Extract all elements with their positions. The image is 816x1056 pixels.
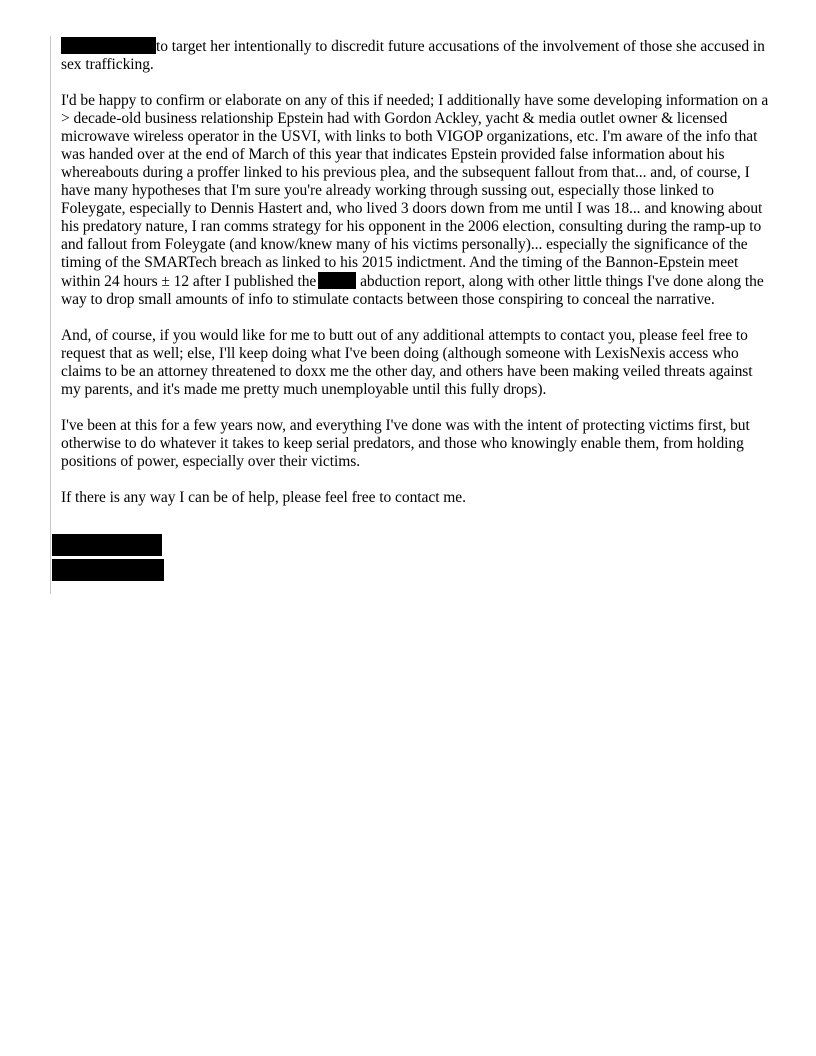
paragraph-2-text-a: I'd be happy to confirm or elaborate on any of this if needed; I additionally have some developing information on a > decade-old business relationship Epstein had with Gordon Ackley, yacht & media outlet owner & licensed microwave wireless operator in the USVI, with links to both VIGOP organizations, etc. I'm aware of the info that was handed over at the end of March of this year that indicates Epstein provided false information about his whereabouts during a proffer linked to his previous plea, and the subsequent fallout from that... and, of course, I have many hypotheses that I'm sure you're already working through sussing out, especially those linked to Foleygate, especially to Dennis Hastert and, who lived 3 doors down from me until I was 18... and knowing about his predatory nature, I ran comms strategy for his opponent in the 2006 election, consulting during the ramp-up to and fallout from Foleygate (and know/knew many of his victims personally)... especially the significance of the timing of the SMARTech breach as linked to his 2015 indictment. And the timing of the Bannon-Epstein meet within 24 hours ± 12 after I published the — [61, 92, 769, 290]
redaction-block — [61, 37, 156, 54]
signature-redaction-2 — [52, 559, 164, 581]
redaction-block — [318, 272, 356, 289]
paragraph-1 — [61, 37, 773, 74]
paragraph-2 — [61, 92, 773, 309]
paragraph-3 — [61, 327, 773, 399]
letter-body — [61, 37, 773, 525]
paragraph-4-text: I've been at this for a few years now, and everything I've done was with the intent of protecting victims first, but otherwise to do whatever it takes to keep serial predators, and those who knowingly enable them, from holding positions of power, especially over their victims. — [61, 417, 750, 470]
signature-redaction-1 — [52, 534, 162, 556]
paragraph-3-text: And, of course, if you would like for me to butt out of any additional attempts to contact you, please feel free to request that as well; else, I'll keep doing what I've been doing (although someone with LexisNexis access who claims to be an attorney threatened to doxx me the other day, and others have been making veiled threats against my parents, and it's made me pretty much unemployable until this fully drops). — [61, 327, 753, 398]
paragraph-2-text-b: abduction report, along with other little things I've done along the way to drop small amounts of info to stimulate contacts between those conspiring to conceal the narrative. — [61, 273, 764, 308]
paragraph-4 — [61, 417, 773, 471]
paragraph-5-text: If there is any way I can be of help, please feel free to contact me. — [61, 489, 466, 506]
quote-bar — [50, 36, 51, 594]
paragraph-5 — [61, 489, 773, 507]
paragraph-1-text: to target her intentionally to discredit future accusations of the involvement of those she accused in sex trafficking. — [61, 38, 765, 73]
